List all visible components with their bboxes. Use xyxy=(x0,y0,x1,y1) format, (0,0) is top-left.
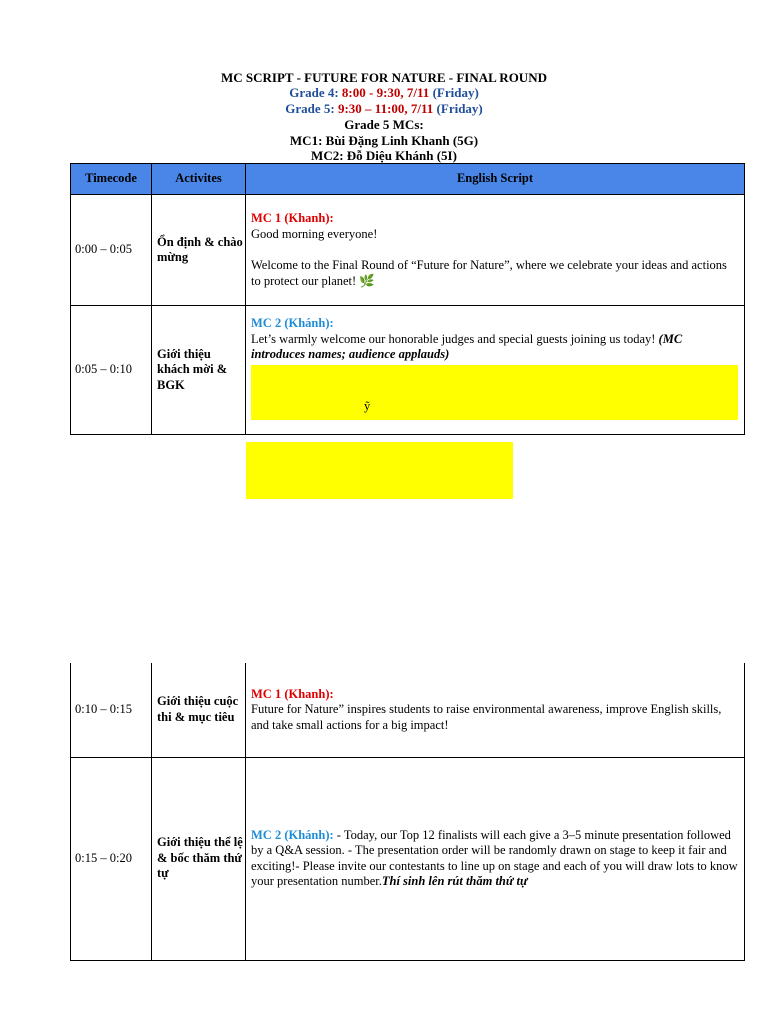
table-row xyxy=(71,306,745,435)
activity-cell: Ổn định & chào mừng xyxy=(152,195,246,306)
script-table xyxy=(70,163,745,435)
grade4-label: Grade 4: xyxy=(289,85,339,100)
script-body: - Today, our Top 12 finalists will each give a 3–5 minute presentation followed by a Q&A session. - The presentation order will be randomly drawn on stage to keep it fair and exciting!- Please invite our contestants to line up on stage and each of you will draw lots to know your presentation number. xyxy=(251,827,738,888)
highlight-block xyxy=(246,442,513,499)
script-cell xyxy=(246,306,745,435)
header-timecode: Timecode xyxy=(71,164,152,195)
grade4-schedule xyxy=(0,85,768,101)
speaker-label: MC 2 (Khánh): xyxy=(251,827,334,842)
table-header-row xyxy=(71,164,745,195)
grade5-time: 9:30 – 11:00, 7/11 xyxy=(337,101,434,116)
mc2-name: MC2: Đỗ Diệu Khánh (5I) xyxy=(311,148,457,163)
speaker-label: MC 2 (Khánh): xyxy=(251,316,334,330)
stage-direction: (MC introduces names; audience applauds) xyxy=(251,331,683,361)
script-cell xyxy=(246,757,745,960)
timecode-cell: 0:15 – 0:20 xyxy=(71,757,152,960)
table-row xyxy=(71,195,745,306)
timecode-cell: 0:05 – 0:10 xyxy=(71,306,152,435)
mcs-title: Grade 5 MCs: xyxy=(344,117,424,132)
grade4-time: 8:00 - 9:30, 7/11 xyxy=(341,85,430,100)
highlight-box xyxy=(251,365,738,420)
table-row xyxy=(71,663,745,757)
speaker-label: MC 1 (Khanh): xyxy=(251,686,334,701)
highlight-text: ỹ xyxy=(364,398,371,413)
activity-cell: Giới thiệu khách mời & BGK xyxy=(152,306,246,435)
script-cell xyxy=(246,663,745,757)
stage-direction: Thí sinh lên rút thăm thứ tự xyxy=(381,874,528,888)
speaker-label: MC 1 (Khanh): xyxy=(251,211,334,225)
grade5-day: (Friday) xyxy=(436,101,483,116)
document-title: MC SCRIPT - FUTURE FOR NATURE - FINAL ROUND xyxy=(221,70,547,85)
activity-cell: Giới thiệu cuộc thi & mục tiêu xyxy=(152,663,246,757)
activity-cell: Giới thiệu thể lệ & bốc thăm thứ tự xyxy=(152,757,246,960)
grade5-label: Grade 5: xyxy=(285,101,335,116)
script-body: Future for Nature” inspires students to raise environmental awareness, improve English skills, and take small actions for a big impact! xyxy=(251,702,722,732)
script-line: Good morning everyone! xyxy=(251,226,378,241)
script-body: Let’s warmly welcome our honorable judges and special guests joining us today! xyxy=(251,331,656,346)
line-gap xyxy=(251,242,738,258)
header-script: English Script xyxy=(246,164,745,195)
header-activities: Activites xyxy=(152,164,246,195)
mc1-name: MC1: Bùi Đặng Linh Khanh (5G) xyxy=(289,133,479,148)
grade5-schedule xyxy=(0,101,768,117)
timecode-cell: 0:10 – 0:15 xyxy=(71,663,152,757)
grade4-day: (Friday) xyxy=(432,85,479,100)
table-row xyxy=(71,757,745,960)
script-table-continued xyxy=(70,663,745,961)
script-text xyxy=(251,332,738,363)
timecode-cell: 0:00 – 0:05 xyxy=(71,195,152,306)
script-line: Welcome to the Final Round of “Future for Nature”, where we celebrate your ideas and actions to protect our planet! 🌿 xyxy=(251,258,727,288)
script-cell xyxy=(246,195,745,306)
